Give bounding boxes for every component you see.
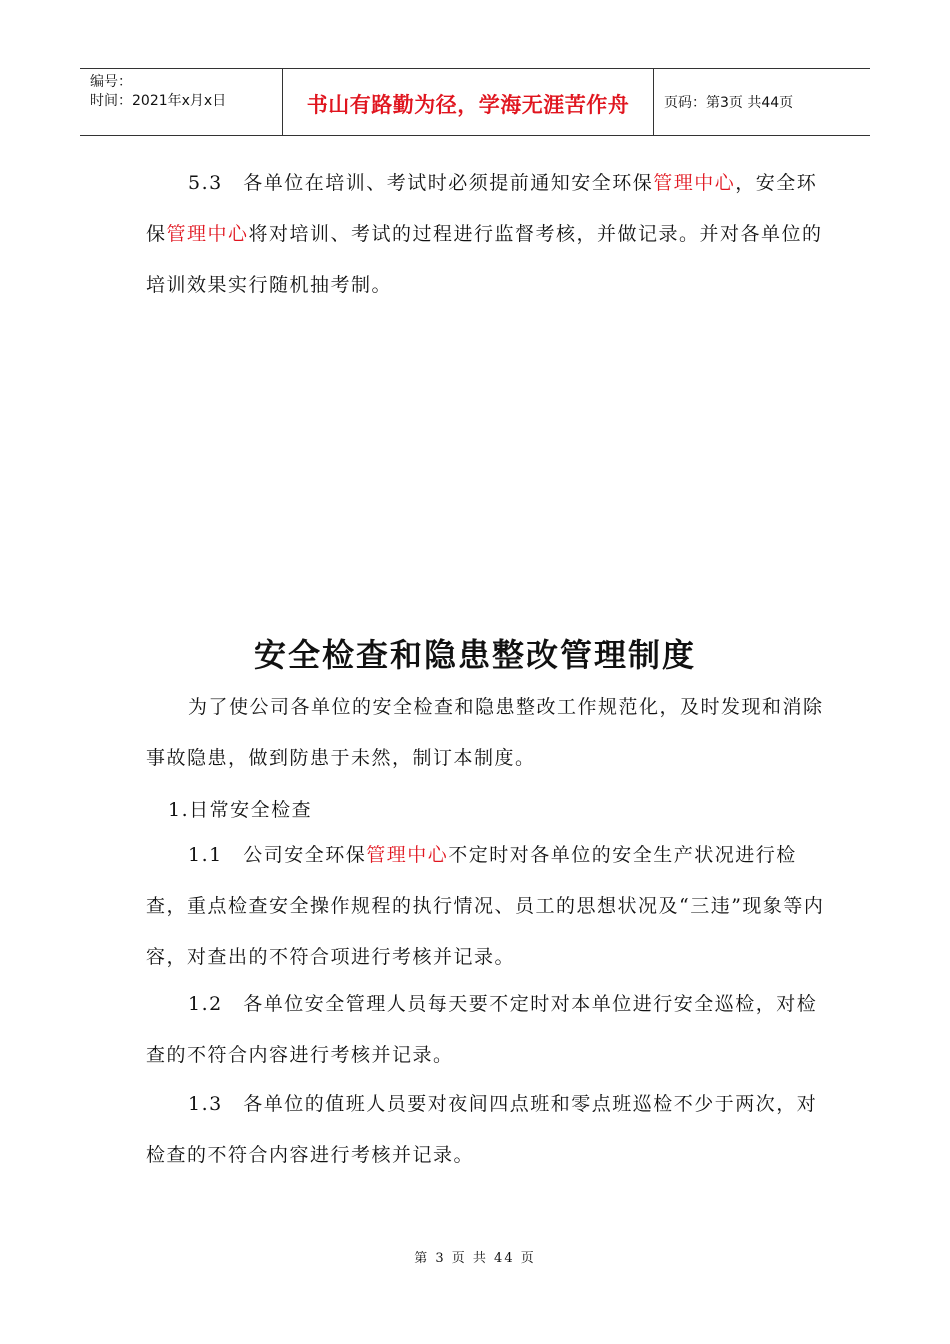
- paragraph-5-3-text-2: ，安全环保: [146, 172, 818, 245]
- intro-paragraph: 为了使公司各单位的安全检查和隐患整改工作规范化，及时发现和消除事故隐患，做到防患于未然，制订本制度。: [146, 696, 824, 769]
- paragraph-1-2: 1.2 各单位安全管理人员每天要不定时对本单位进行安全巡检，对检查的不符合内容进行考核并记录。: [146, 993, 818, 1066]
- document-time-label: 时间：2021年x月x日: [90, 93, 227, 109]
- paragraph-1-1: [146, 830, 826, 983]
- document-number-label: 编号：: [90, 74, 132, 90]
- section-title: 安全检查和隐患整改管理制度: [253, 636, 696, 674]
- page-footer: 第 3 页 共 44 页: [414, 1251, 536, 1266]
- highlight-management-center: 管理中心: [653, 172, 736, 194]
- paragraph-1-3: 1.3 各单位的值班人员要对夜间四点班和零点班巡检不少于两次，对检查的不符合内容进行考核并记录。: [146, 1093, 818, 1166]
- paragraph-5-3: [146, 158, 826, 311]
- paragraph-5-3-text-1: 5.3 各单位在培训、考试时必须提前通知安全环保: [188, 172, 654, 194]
- page-header: [80, 68, 870, 136]
- highlight-management-center: 管理中心: [166, 223, 249, 245]
- paragraph-1-1-text-2: 不定时对各单位的安全生产状况进行检查，重点检查安全操作规程的执行情况、员工的思想状况及“三违”现象等内容，对查出的不符合项进行考核并记录。: [146, 844, 825, 968]
- paragraph-1-1-text-1: 1.1 公司安全环保: [188, 844, 367, 866]
- highlight-management-center: 管理中心: [366, 844, 449, 866]
- paragraph-5-3-text-3: 将对培训、考试的过程进行监督考核，并做记录。并对各单位的培训效果实行随机抽考制。: [146, 223, 823, 296]
- header-page-label: 页码：第3页 共44页: [664, 95, 794, 111]
- header-motto: 书山有路勤为径，学海无涯苦作舟: [282, 69, 654, 135]
- section-heading-1: 1.日常安全检查: [168, 799, 313, 821]
- header-meta: [80, 69, 282, 135]
